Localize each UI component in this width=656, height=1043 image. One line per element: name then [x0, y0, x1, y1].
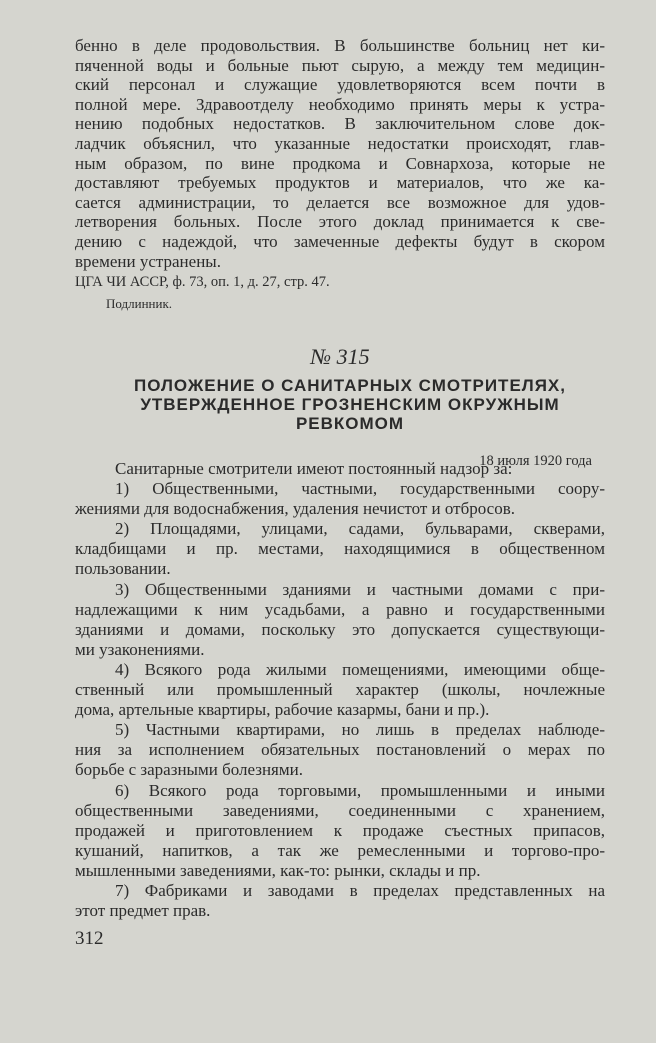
text-line: ми узаконениями.: [75, 639, 205, 659]
text-line: 6) Всякого рода торговыми, промышленными и иными: [115, 780, 605, 800]
text-line: сается администрации, то делается все возможное для удов-: [75, 192, 605, 212]
text-line: бенно в деле продовольствия. В большинстве больниц нет ки-: [75, 36, 605, 55]
page-number: 312: [75, 928, 104, 949]
text-line: этот предмет прав.: [75, 901, 211, 921]
document-date: 18 июля 1920 года: [479, 453, 592, 469]
text-line: ния за исполнением обязательных постановлений о мерах по: [75, 740, 605, 760]
text-line: общественными заведениями, соединенными с хранением,: [75, 800, 605, 820]
text-line: надлежащими к ним усадьбами, а равно и государственными: [75, 599, 605, 619]
document-title: [110, 376, 590, 433]
continuation-paragraph: [75, 36, 605, 271]
text-line: кушаний, напитков, а так же ремесленными и торгово-про-: [75, 840, 605, 860]
text-line: доставляют требуемых продуктов и материалов, что же ка-: [75, 173, 605, 193]
text-line: продажей и приготовлением к продаже съестных припасов,: [75, 820, 605, 840]
text-line: пяченной воды и больные пьют сырую, а между тем медицин-: [75, 55, 605, 75]
text-line: ладчик объяснил, что указанные недостатки происходят, глав-: [75, 133, 605, 153]
text-line: 1) Общественными, частными, государственными соору-: [115, 479, 605, 499]
text-line: полной мере. Здравоотделу необходимо принять меры к устра-: [75, 94, 605, 114]
text-line: Санитарные смотрители имеют постоянный надзор за:: [115, 459, 513, 478]
text-line: борьбе с заразными болезнями.: [75, 760, 303, 780]
title-line: УТВЕРЖДЕННОЕ ГРОЗНЕНСКИМ ОКРУЖНЫМ: [140, 395, 560, 414]
text-line: 7) Фабриками и заводами в пределах представленных на: [115, 880, 605, 900]
text-line: пользовании.: [75, 559, 171, 579]
text-line: жениями для водоснабжения, удаления нечистот и отбросов.: [75, 499, 515, 519]
text-line: ным образом, по вине продкома и Совнархоза, которые не: [75, 153, 605, 173]
text-line: 2) Площадями, улицами, садами, бульварами, скверами,: [115, 519, 605, 539]
text-line: мышленными заведениями, как-то: рынки, склады и пр.: [75, 860, 481, 880]
text-line: дома, артельные квартиры, рабочие казармы, бани и пр.).: [75, 700, 490, 720]
text-line: летворения больных. После этого доклад принимается к све-: [75, 212, 605, 232]
text-line: кладбищами и пр. местами, находящимися в общественном: [75, 539, 605, 559]
text-line: зданиями и домами, поскольку это допускается существующи-: [75, 619, 605, 639]
archive-citation: ЦГА ЧИ АССР, ф. 73, оп. 1, д. 27, стр. 47.: [75, 274, 330, 290]
text-line: времени устранены.: [75, 251, 221, 271]
text-line: 5) Частными квартирами, но лишь в пределах наблюде-: [115, 720, 605, 740]
title-line: РЕВКОМОМ: [295, 414, 405, 433]
text-line: 3) Общественными зданиями и частными домами с при-: [115, 579, 605, 599]
text-line: ственный или промышленный характер (школы, ночлежные: [75, 680, 605, 700]
original-note: Подлинник.: [106, 296, 173, 311]
title-line: ПОЛОЖЕНИЕ О САНИТАРНЫХ СМОТРИТЕЛЯХ,: [133, 376, 566, 395]
text-line: дению с надеждой, что замеченные дефекты будут в скором: [75, 231, 605, 251]
document-body: [75, 459, 605, 921]
text-line: ский персонал и служащие удовлетворяются всем почти в: [75, 75, 605, 95]
text-line: 4) Всякого рода жилыми помещениями, имеющими обще-: [115, 659, 605, 679]
document-number: № 315: [310, 344, 370, 369]
text-line: нению подобных недостатков. В заключительном слове док-: [75, 114, 605, 134]
